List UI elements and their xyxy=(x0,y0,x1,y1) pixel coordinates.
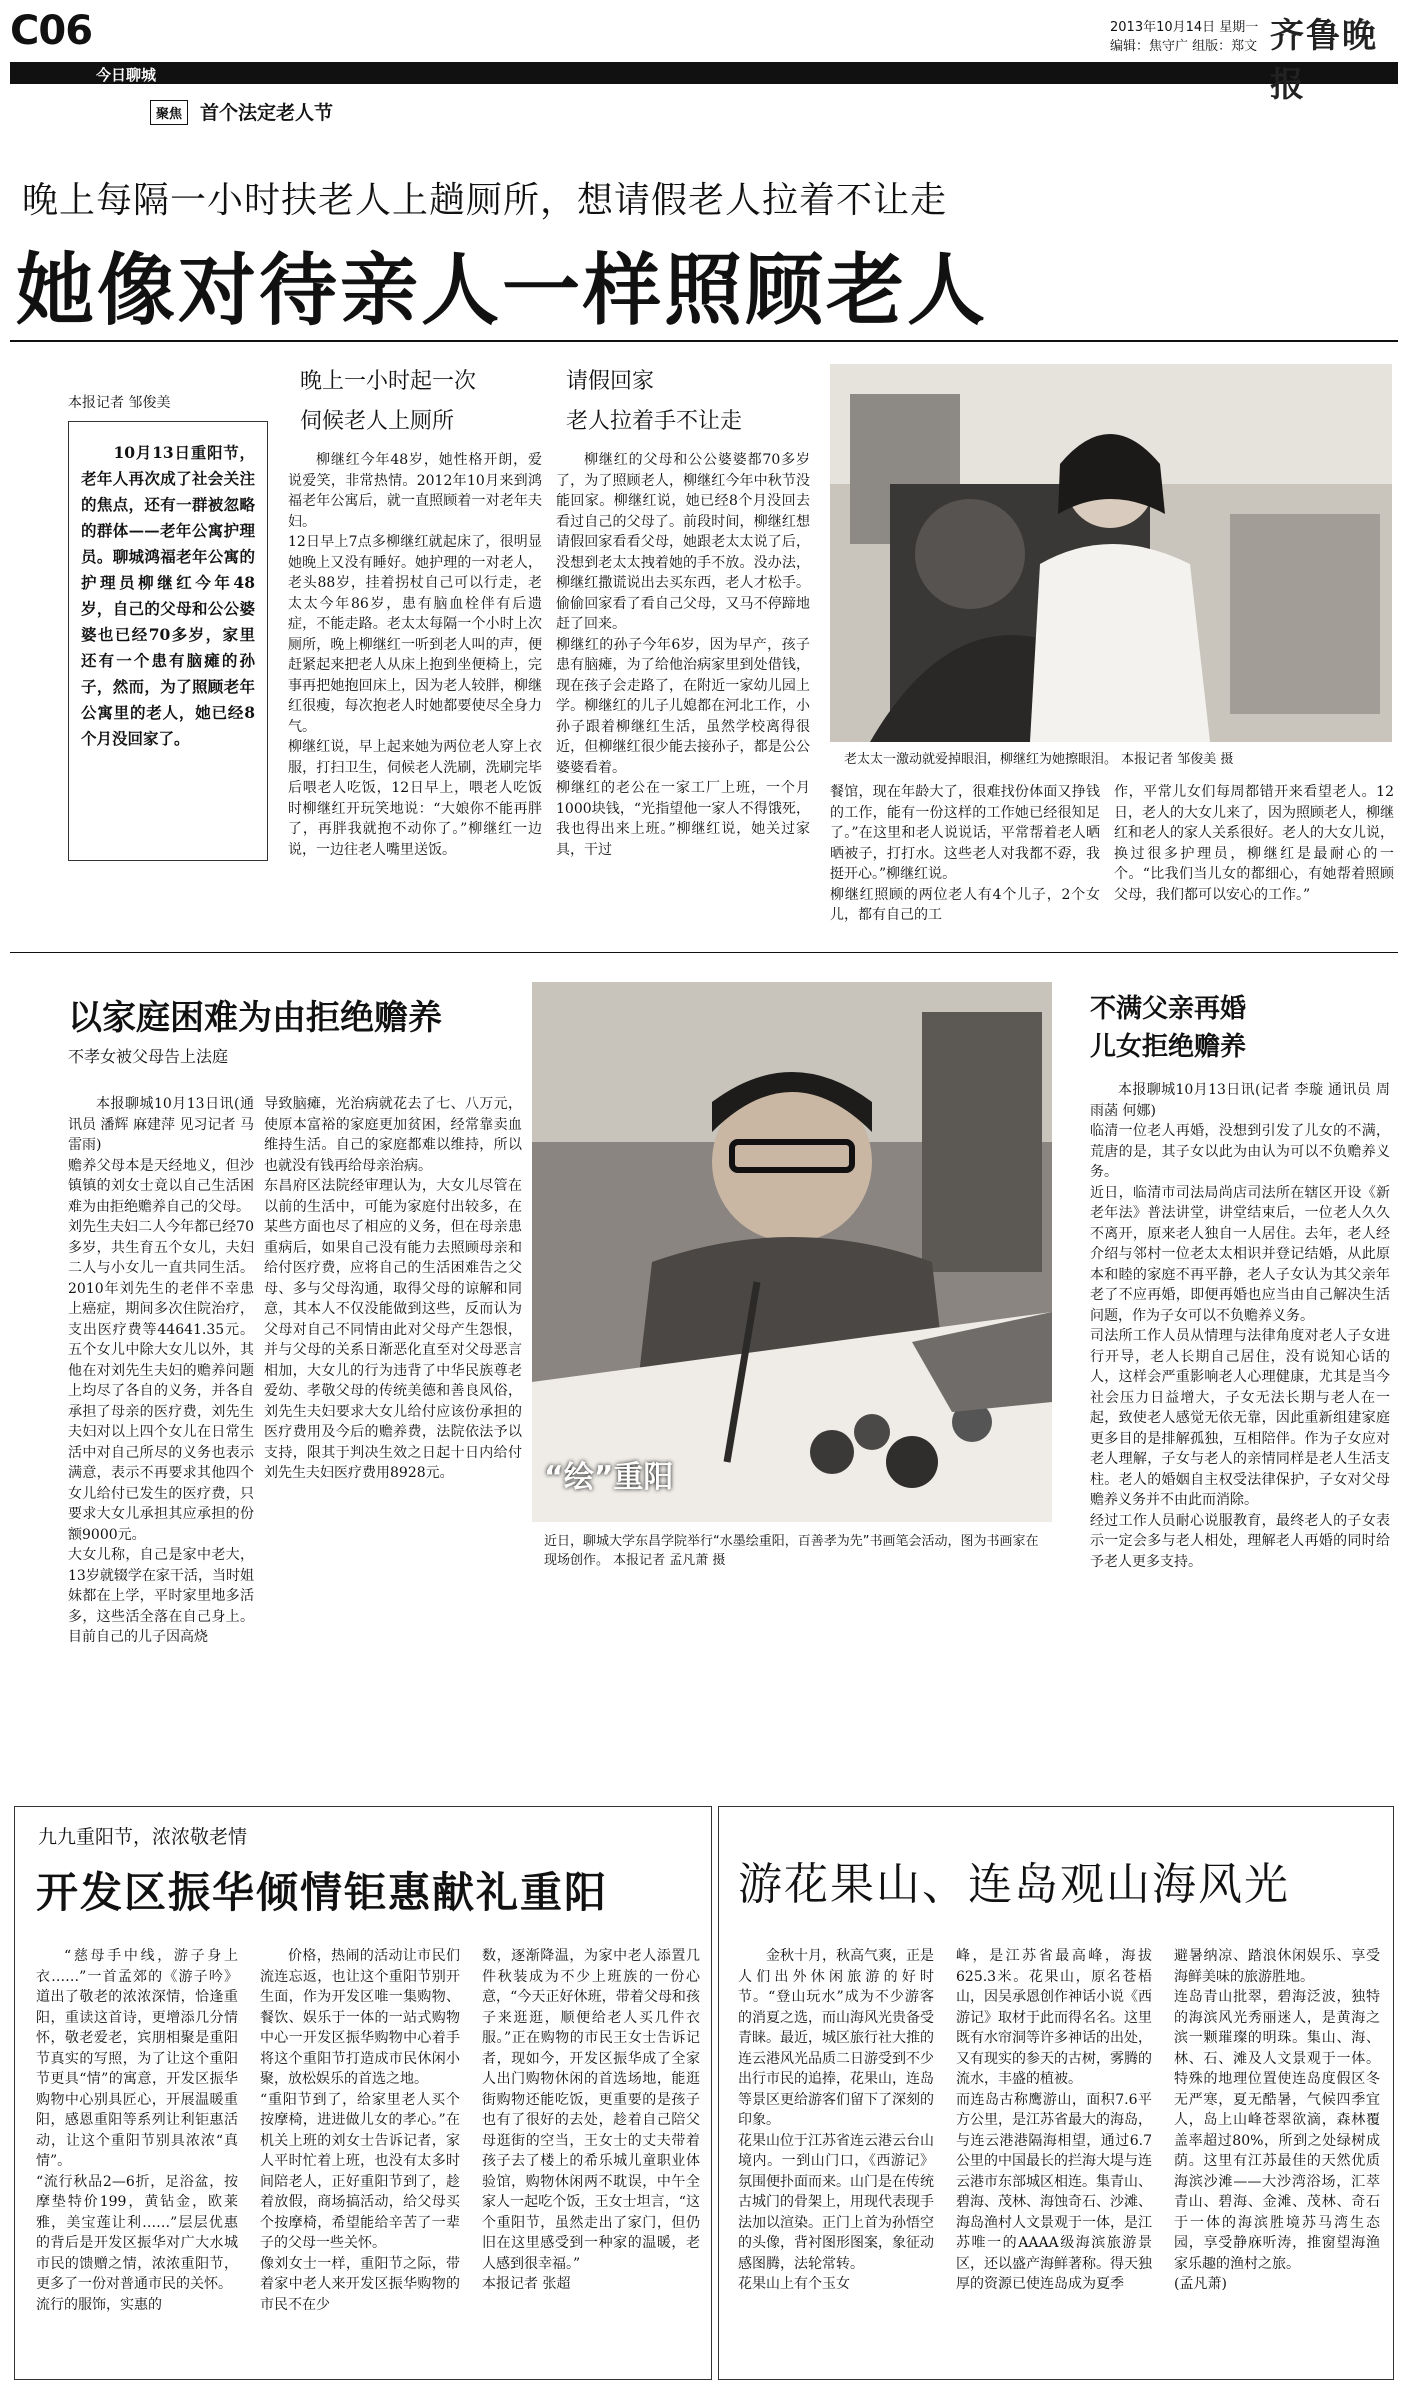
column-text-2: 柳继红的父母和公公婆婆都70多岁了，为了照顾老人，柳继红今年中秋节没能回家。柳继红说，她已经8个月没回去看过自己的父母了。前段时间，柳继红想请假回家看看父母，她跟老太太说了后，没想到老太太拽着她的手不放。没办法，柳继红撒谎说出去买东西，老人才松手。偷偷回家看了看自己父母，又马不停蹄地赶了回来。 柳继红的孙子今年6岁，因为早产，孩子患有脑瘫，为了给他治病家里到处借钱，现在孩子会走路了，在附近一家幼儿园上学。柳继红的儿子儿媳都在河北工作，小孙子跟着柳继红生活，虽然学校离得很近，但柳继红很少能去接孙子，都是公公婆婆看着。 柳继红的老公在一家工厂上班，一个月1000块钱，“光指望他一家人不得饿死，我也得出来上班。”柳继红说，她关过家具，干过 xyxy=(556,452,810,858)
page-number: C06 xyxy=(10,8,93,54)
date-line xyxy=(1110,18,1280,56)
photo2-caption: 近日，聊城大学东昌学院举行“水墨绘重阳，百善孝为先”书画笔会活动，图为书画家在现场创作。 本报记者 孟凡萧 摄 xyxy=(544,1534,1039,1568)
main-subtitle: 晚上每隔一小时扶老人上趟厕所，想请假老人拉着不让走 xyxy=(22,180,948,221)
story4-kicker: 九九重阳节，浓浓敬老情 xyxy=(38,1826,248,1848)
story4-col-1: “慈母手中线，游子身上衣……”一首孟郊的《游子吟》道出了敬老的浓浓深情，恰逢重阳，重读这首诗，更增添几分情怀，敬老爱老，宾朋相聚是重阳节真实的写照，为了让这个重阳节更具“情”的寓意，开发区振华购物中心别具匠心，开展温暖重阳，感恩重阳等系列让利钜惠活动，让这个重阳节别具浓浓“真情”。 “流行秋品2—6折，足浴盆，按摩垫特价199，黄钻金，欧莱雅，美宝莲让利……”层层优惠的背后是开发区振华对广大水城市民的馈赠之情，浓浓重阳节，更多了一份对普通市民的关怀。 流行的服饰，实惠的 xyxy=(36,1948,238,2313)
story2-col-a: 本报聊城10月13日讯(通讯员 潘辉 麻建萍 见习记者 马雷雨) 赡养父母本是天经地义，但沙镇镇的刘女士竟以自己生活困难为由拒绝赡养自己的父母。 刘先生夫妇二人今年都已经70多岁，共生育五个女儿，夫妇二人与小女儿一直共同生活。2010年刘先生的老伴不幸患上癌症，期间多次住院治疗，支出医疗费等44641.35元。五个女儿中除大女儿以外，其他在对刘先生夫妇的赡养问题上均尽了各自的义务，并各自承担了母亲的医疗费，刘先生夫妇对以上四个女儿在日常生活中对自己所尽的义务也表示满意，表示不再要求其他四个女儿给付已发生的医疗费，只要求大女儿承担其应承担的份额9000元。 大女儿称，自己是家中老大，13岁就辍学在家干活，当时姐妹都在上学，平时家里地多活多，这些活全落在自己身上。目前自己的儿子因高烧 xyxy=(68,1096,254,1645)
story4-col-3: 数，逐渐降温，为家中老人添置几件秋装成为不少上班族的一份心意，“今天正好休班，带着父母和孩子来逛逛，顺便给老人买几件衣服。”正在购物的市民王女士告诉记者，现如今，开发区振华成了全家人出门购物休闲的首选场地，能逛街购物还能吃饭，更重要的是孩子也有了很好的去处，趁着自己陪父母逛街的空当，王女士的丈夫带着孩子去了楼上的希乐城儿童职业体验馆，购物休闲两不耽误，中午全家人一起吃个饭，王女士坦言，“这个重阳节，虽然走出了家门，但仍旧在这里感受到一种家的温暖，老人感到很幸福。” 本报记者 张超 xyxy=(482,1948,700,2292)
photo-caregiver-image xyxy=(830,364,1392,742)
story5-col-2: 峰，是江苏省最高峰，海拔625.3米。花果山，原名苍梧山，因吴承恩创作神话小说《西游记》取材于此而得名名。这里既有水帘洞等许多神话的出处，又有现实的参天的古树，雾腾的流水，丰盛的植被。 而连岛古称鹰游山，面积7.6平方公里，是江苏省最大的海岛，与连云港港隔海相望，通过6.7公里的中国最长的拦海大堤与连云港市东部城区相连。集青山、碧海、茂林、海蚀奇石、沙滩、海岛渔村人文景观于一体，是江苏唯一的AAAA级海滨旅游景区，还以盛产海鲜著称。得天独厚的资源已使连岛成为夏季 xyxy=(956,1948,1152,2292)
main-headline: 她像对待亲人一样照顾老人 xyxy=(16,246,989,336)
story2-subtitle: 不孝女被父母告上法庭 xyxy=(68,1047,229,1066)
story4-headline: 开发区振华倾情钜惠献礼重阳 xyxy=(36,1868,609,1917)
story5-headline: 游花果山、连岛观山海风光 xyxy=(738,1859,1290,1910)
story3-text: 本报聊城10月13日讯(记者 李璇 通讯员 周雨菡 何娜) 临清一位老人再婚，没想到引发了儿女的不满，荒唐的是，其子女以此为由认为可以不负赡养义务。 近日，临清市司法局尚店司法所在辖区开设《新老年法》普法讲堂，讲堂结束后，一位老人久久不离开，原来老人独自一人居住。去年，老人经介绍与邻村一位老太太相识并登记结婚，从此原本和睦的家庭不再平静，老人子女认为其父亲年老了不应再婚，即便再婚也应当由自己解决生活问题，作为子女可以不负赡养义务。 司法所工作人员从情理与法律角度对老人子女进行开导，老人长期自己居住，没有说知心话的人，这样会严重影响老人心理健康，尤其是当今社会压力日益增大，子女无法长期与老人在一起，致使老人感觉无依无靠，因此重新组建家庭更多目的是排解孤独，互相陪伴。作为子女应对老人理解，子女与老人的亲情同样是老人生活支柱。老人的婚姻自主权受法律保护，子女对父母赡养义务并不由此而消除。 经过工作人员耐心说服教育，最终老人的子女表示一定会多与老人相处，理解老人再婚的同时给予老人更多支持。 xyxy=(1090,1082,1390,1570)
column-text-4: 作，平常儿女们每周都错开来看望老人。12日，老人的大女儿来了，因为照顾老人，柳继红和老人的家人关系很好。老人的大女儿说，换过很多护理员，柳继红是最耐心的一个。“比我们当儿女的都细心，有她帮着照顾父母，我们都可以安心的工作。” xyxy=(1114,784,1394,903)
story5-col-1: 金秋十月，秋高气爽，正是人们出外休闲旅游的好时节。“登山玩水”成为不少游客的消夏之选，而山海风光贵备受青睐。最近，城区旅行社大推的连云港风光品质二日游受到不少出行市民的追捧，花果山，连岛等景区更给游客们留下了深刻的印象。 花果山位于江苏省连云港云台山境内。一到山门口，《西游记》氛围便扑面而来。山门是在传统古城门的骨架上，用现代表现手法加以渲染。正门上首为孙悟空的头像，背衬图形图案，象征动感图腾，法轮常转。 花果山上有个玉女 xyxy=(738,1948,934,2292)
story3-headline: 不满父亲再婚 儿女拒绝赡养 xyxy=(1090,994,1247,1062)
divider xyxy=(10,340,1398,342)
column-text-3: 餐馆，现在年龄大了，很难找份体面又挣钱的工作，能有一份这样的工作她已经很知足了。”在这里和老人说说话，平常帮着老人晒晒被子，打打水。这些老人对我都不孬，我挺开心。”柳继红说。 柳继红照顾的两位老人有4个儿子，2个女儿，都有自己的工 xyxy=(830,784,1100,923)
topic-title: 首个法定老人节 xyxy=(200,102,334,124)
section-title: 今日聊城 xyxy=(96,66,157,84)
story2-col-b: 导致脑瘫，光治病就花去了七、八万元，使原本富裕的家庭更加贫困，经常靠卖血维持生活。自己的家庭都难以维持，所以也就没有钱再给母亲治病。 东昌府区法院经审理认为，大女儿尽管在以前的生活中，可能为家庭付出较多，在某些方面也尽了相应的义务，但在母亲患重病后，如果自己没有能力去照顾母亲和给付医疗费，应将自己的生活困难告之父母、多与父母沟通，取得父母的谅解和同意，其本人不仅没能做到这些，反而认为父母对自己不同情由此对父母产生怨恨，并与父母的关系日渐恶化直至对父母恶言相加，大女儿的行为违背了中华民族尊老爱幼、孝敬父母的传统美德和善良风俗，刘先生夫妇要求大女儿给付应该份承担的医疗费用及今后的赡养费，法院依法予以支持，限其于判决生效之日起十日内给付刘先生夫妇医疗费用8928元。 xyxy=(264,1096,522,1481)
issue-date: 2013年10月14日 星期一 xyxy=(1110,20,1259,35)
lead-paragraph: 10月13日重阳节，老年人再次成了社会关注的焦点，还有一群被忽略的群体——老年公寓护理员。聊城鸿福老年公寓的护理员柳继红今年48岁，自己的父母和公公婆婆也已经70多岁，家里还有一个患有脑瘫的孙子，然而，为了照顾老年公寓里的老人，她已经8个月没回家了。 xyxy=(68,421,268,861)
column-subhead-1: 晚上一小时起一次 伺候老人上厕所 xyxy=(300,369,477,434)
editor-line: 编辑：焦守广 组版：郑文 xyxy=(1110,39,1258,54)
column-text-1: 柳继红今年48岁，她性格开朗，爱说爱笑，非常热情。2012年10月来到鸿福老年公寓后，就一直照顾着一对老年夫妇。 12日早上7点多柳继红就起床了，很明显她晚上又没有睡好。她护理的一对老人，老头88岁，挂着拐杖自己可以行走，老太太今年86岁，患有脑血栓伴有后遗症，不能走路。老太太每隔一个小时上次厕所，晚上柳继红一听到老人叫的声，便赶紧起来把老人从床上抱到坐便椅上，完事再把她抱回床上，因为老人较胖，柳继红很瘦，每次抱老人时她都要使尽全身力气。 柳继红说，早上起来她为两位老人穿上衣服，打扫卫生，伺候老人洗刷，洗刷完毕后喂老人吃饭，12日早上，喂老人吃饭时柳继红开玩笑地说：“大娘你不能再胖了，再胖我就抱不动你了。”柳继红一边说，一边往老人嘴里送饭。 xyxy=(288,452,542,858)
photo-calligrapher xyxy=(532,982,1052,1522)
photo-caption: 老太太一激动就爱掉眼泪，柳继红为她擦眼泪。 本报记者 邹俊美 摄 xyxy=(844,752,1234,767)
story5-col-3: 避暑纳凉、踏浪休闲娱乐、享受海鲜美味的旅游胜地。 连岛青山批翠，碧海泛波，独特的海滨风光秀丽迷人，是黄海之滨一颗璀璨的明珠。集山、海、林、石、滩及人文景观于一体。特殊的地理位置使连岛度假区冬无严寒，夏无酷暑，气候四季宜人，岛上山峰苍翠欲滴，森林覆盖率超过80%，所到之处绿树成荫。这里有江苏最佳的天然优质海滨沙滩——大沙湾浴场，汇萃青山、碧海、金滩、茂林、奇石于一体的海滨胜境苏马湾生态园，享受静庥听涛，推窗望海渔家乐趣的渔村之旅。 (孟凡萧) xyxy=(1174,1948,1380,2292)
photo-calligrapher-image xyxy=(532,982,1052,1522)
byline: 本报记者 邹俊美 xyxy=(68,395,171,411)
column-subhead-2: 请假回家 老人拉着手不让走 xyxy=(566,369,743,434)
story2-headline: 以家庭困难为由拒绝赡养 xyxy=(68,998,442,1038)
section-bar xyxy=(10,62,1398,84)
story4-col-2: 价格，热闹的活动让市民们流连忘返，也让这个重阳节别开生面，作为开发区唯一集购物、餐饮、娱乐于一体的一站式购物中心一开发区振华购物中心着手将这个重阳节打造成市民休闲小聚，放松娱乐的首选之地。 “重阳节到了，给家里老人买个按摩椅，进进做儿女的孝心。”在机关上班的刘女士告诉记者，家人平时忙着上班，也没有太多时间陪老人，正好重阳节到了，趁着放假，商场搞活动，给父母买个按摩椅，希望能给辛苦了一辈子的父母一些关怀。 像刘女士一样，重阳节之际，带着家中老人来开发区振华购物的市民不在少 xyxy=(260,1948,460,2313)
focus-tag: 聚焦 xyxy=(150,100,188,125)
masthead-logo: 齐鲁晚报 xyxy=(1270,16,1378,105)
photo-caregiver xyxy=(830,364,1392,742)
photo-overlay-title: “绘”重阳 xyxy=(544,1460,674,1495)
divider xyxy=(10,952,1398,953)
